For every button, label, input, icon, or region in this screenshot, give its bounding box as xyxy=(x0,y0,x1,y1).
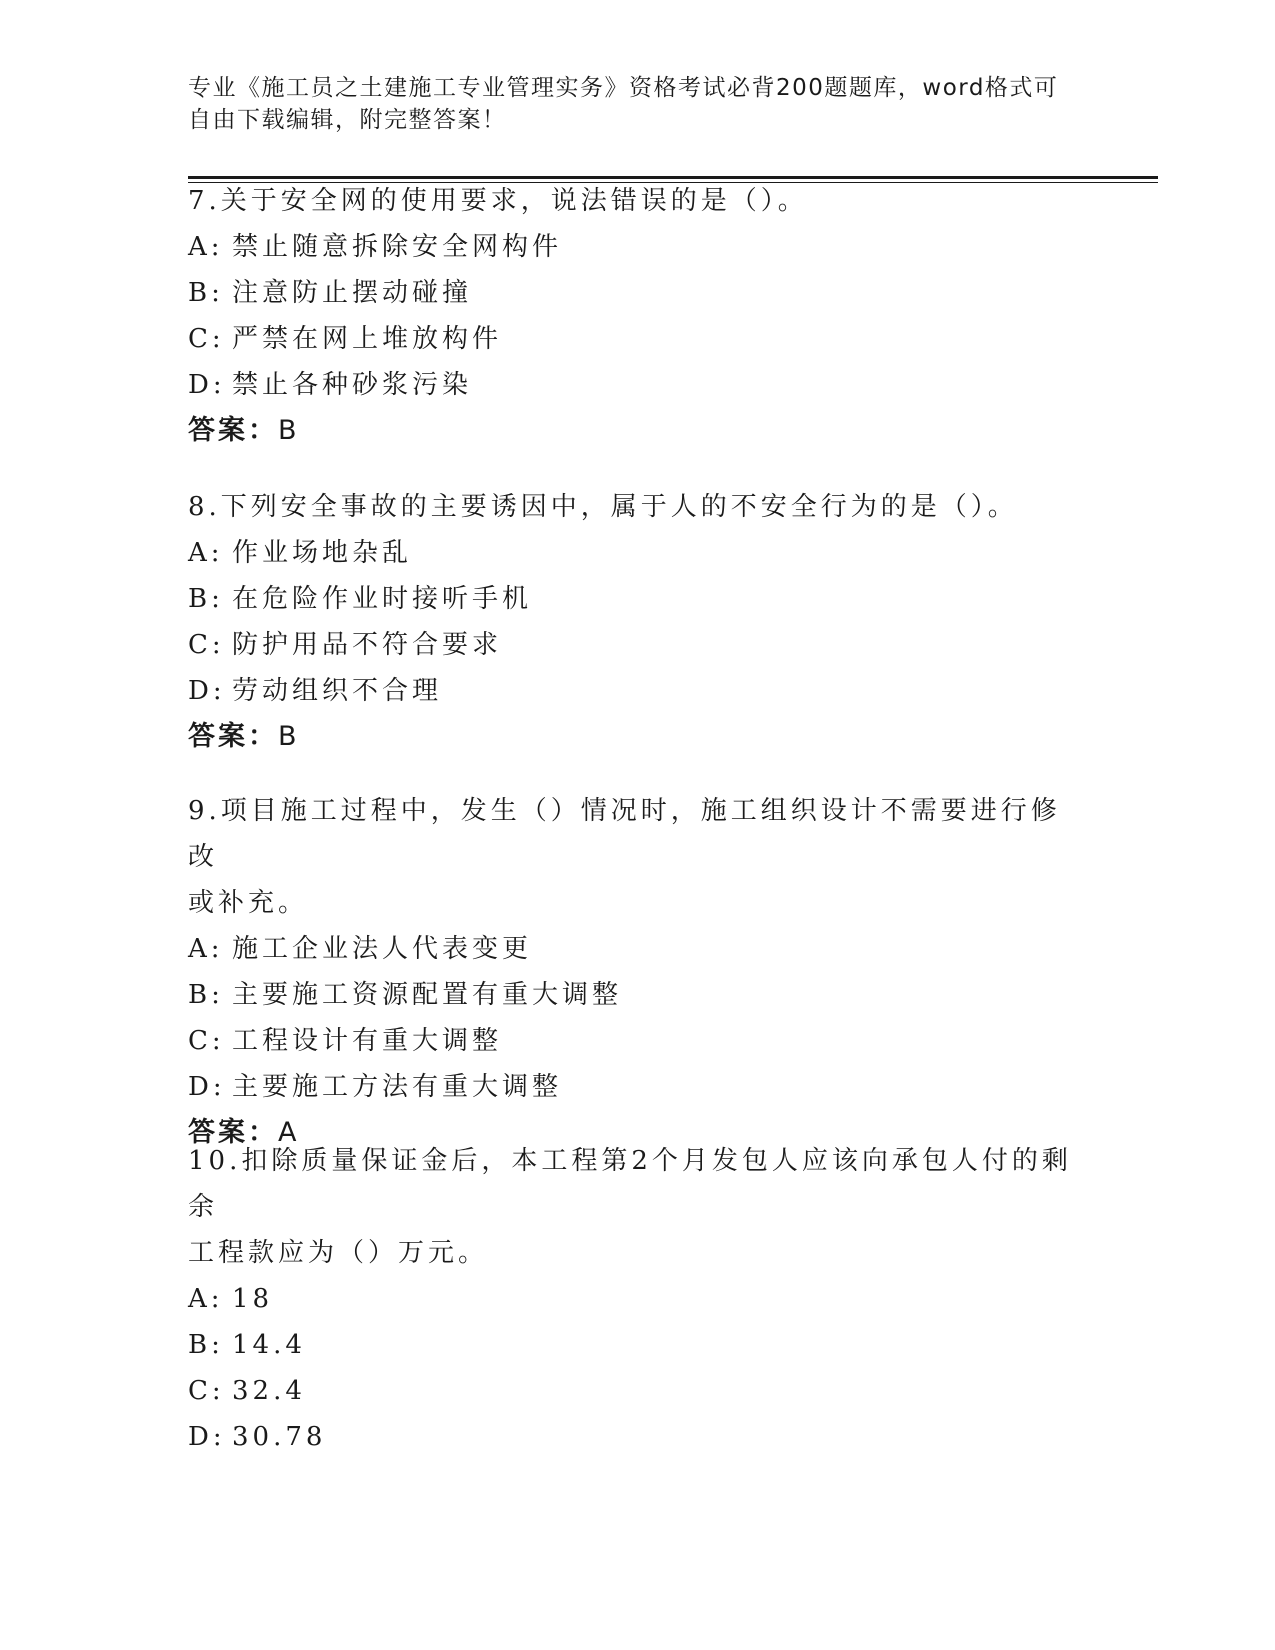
option-a xyxy=(188,530,1078,576)
question-stem-line: 或补充。 xyxy=(188,888,309,918)
option-key: C: xyxy=(188,1026,225,1056)
document-header xyxy=(188,72,1078,136)
option-text: 14.4 xyxy=(232,1330,306,1360)
option-key: C: xyxy=(188,324,225,354)
option-key: A: xyxy=(188,232,224,262)
option-key: D: xyxy=(188,1072,226,1102)
question-10 xyxy=(188,1138,1078,1460)
option-key: B: xyxy=(188,1330,224,1360)
option-d xyxy=(188,362,1078,408)
question-stem-line: 7.关于安全网的使用要求，说法错误的是（）。 xyxy=(188,186,808,216)
question-9 xyxy=(188,788,1078,1156)
option-b xyxy=(188,972,1078,1018)
option-key: A: xyxy=(188,1284,224,1314)
option-b xyxy=(188,1322,1078,1368)
header-line-1: 专业《施工员之土建施工专业管理实务》资格考试必背200题题库，word格式可 xyxy=(188,75,1059,101)
question-stem-line: 10.扣除质量保证金后，本工程第2个月发包人应该向承包人付的剩余 xyxy=(188,1146,1072,1222)
answer-label: 答案： xyxy=(188,415,278,446)
question-stem-line: 工程款应为（）万元。 xyxy=(188,1238,489,1268)
option-text: 注意防止摆动碰撞 xyxy=(232,278,473,308)
option-d xyxy=(188,1414,1078,1460)
option-a xyxy=(188,1276,1078,1322)
option-key: A: xyxy=(188,934,224,964)
option-key: D: xyxy=(188,1422,226,1452)
option-text: 劳动组织不合理 xyxy=(232,676,443,706)
option-text: 防护用品不符合要求 xyxy=(232,630,503,660)
answer-label: 答案： xyxy=(188,1117,278,1148)
answer-value: B xyxy=(278,721,300,752)
option-c xyxy=(188,622,1078,668)
answer-label: 答案： xyxy=(188,721,278,752)
question-8 xyxy=(188,484,1078,760)
option-c xyxy=(188,1368,1078,1414)
answer-line xyxy=(188,714,1078,760)
question-7 xyxy=(188,178,1078,454)
option-key: B: xyxy=(188,278,224,308)
question-stem xyxy=(188,1138,1078,1276)
option-key: B: xyxy=(188,980,224,1010)
option-text: 禁止各种砂浆污染 xyxy=(232,370,473,400)
option-key: D: xyxy=(188,370,226,400)
option-text: 工程设计有重大调整 xyxy=(232,1026,503,1056)
option-d xyxy=(188,1064,1078,1110)
option-text: 严禁在网上堆放构件 xyxy=(232,324,503,354)
option-text: 在危险作业时接听手机 xyxy=(232,584,533,614)
answer-value: B xyxy=(278,415,300,446)
option-text: 主要施工资源配置有重大调整 xyxy=(232,980,623,1010)
question-stem xyxy=(188,788,1078,926)
option-c xyxy=(188,1018,1078,1064)
option-key: C: xyxy=(188,1376,225,1406)
answer-line xyxy=(188,408,1078,454)
option-a xyxy=(188,224,1078,270)
answer-value: A xyxy=(278,1117,300,1148)
option-key: B: xyxy=(188,584,224,614)
option-text: 主要施工方法有重大调整 xyxy=(232,1072,563,1102)
option-key: C: xyxy=(188,630,225,660)
question-stem xyxy=(188,178,1078,224)
question-stem-line: 8.下列安全事故的主要诱因中，属于人的不安全行为的是（）。 xyxy=(188,492,1018,522)
header-line-2: 自由下载编辑，附完整答案！ xyxy=(188,107,507,133)
option-text: 30.78 xyxy=(232,1422,327,1452)
option-text: 施工企业法人代表变更 xyxy=(232,934,533,964)
option-c xyxy=(188,316,1078,362)
option-a xyxy=(188,926,1078,972)
option-text: 作业场地杂乱 xyxy=(232,538,413,568)
option-text: 32.4 xyxy=(232,1376,306,1406)
question-stem-line: 9.项目施工过程中，发生（）情况时，施工组织设计不需要进行修改 xyxy=(188,796,1061,872)
option-b xyxy=(188,270,1078,316)
option-text: 18 xyxy=(232,1284,274,1314)
option-text: 禁止随意拆除安全网构件 xyxy=(232,232,563,262)
option-key: D: xyxy=(188,676,226,706)
option-d xyxy=(188,668,1078,714)
question-stem xyxy=(188,484,1078,530)
option-key: A: xyxy=(188,538,224,568)
option-b xyxy=(188,576,1078,622)
